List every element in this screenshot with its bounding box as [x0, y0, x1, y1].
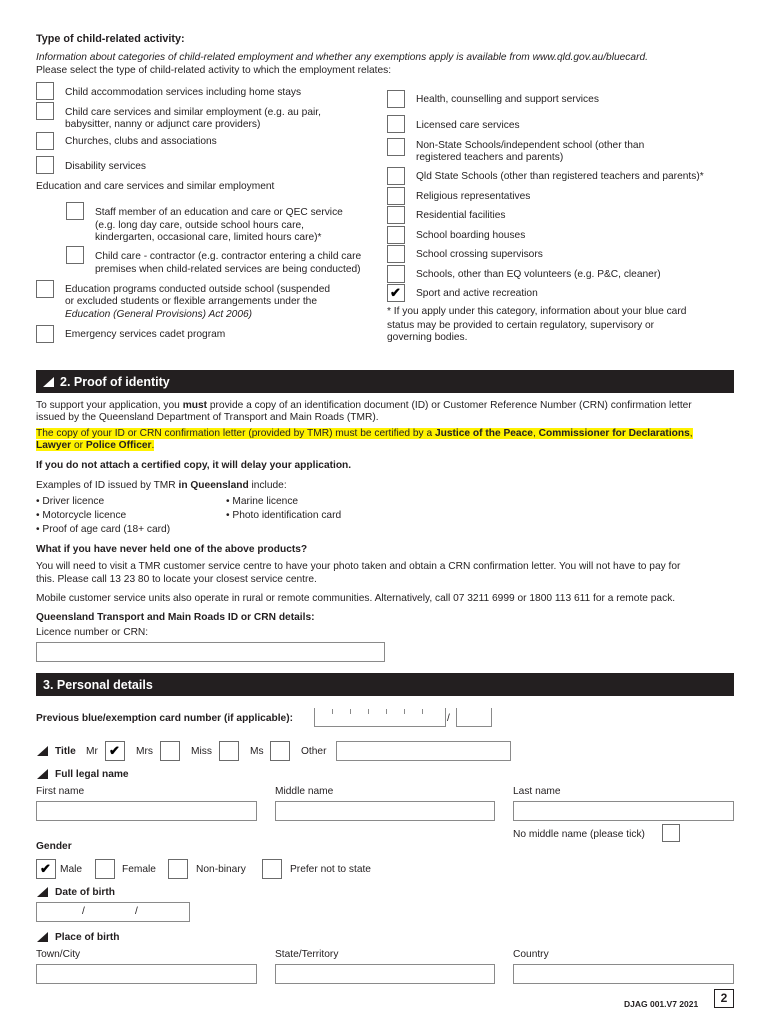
crn-details-heading: Queensland Transport and Main Roads ID or CRN details:	[36, 612, 315, 623]
sport-note-3: governing bodies.	[387, 332, 468, 343]
no-middle-name-label: No middle name (please tick)	[513, 829, 645, 840]
identity-examples: Examples of ID issued by TMR in Queensland include:	[36, 480, 287, 491]
label-child-care-2: babysitter, nanny or adjunct care providers)	[65, 119, 261, 130]
gender-female-checkbox[interactable]	[95, 859, 115, 879]
label-non-state-2: registered teachers and parents)	[416, 152, 564, 163]
label-edu-programs-3: Education (General Provisions) Act 2006)	[65, 309, 253, 320]
checkbox-edu-programs[interactable]	[36, 280, 54, 298]
sport-note-1: * If you apply under this category, information about your blue card	[387, 306, 687, 317]
identity-certified-note-1: The copy of your ID or CRN confirmation letter (provided by TMR) must be certified by a Justice of the Peace, Commissioner for Declarations,	[36, 428, 693, 439]
label-edu-staff-3: kindergarten, occasional care, limited hours care)*	[95, 232, 322, 243]
activity-heading: Type of child-related activity:	[36, 33, 185, 45]
checkbox-boarding[interactable]	[387, 226, 405, 244]
never-heading: What if you have never held one of the above products?	[36, 544, 308, 555]
tick-icon: ✔	[390, 285, 401, 300]
middle-name-input[interactable]	[275, 801, 495, 821]
label-contractor-2: premises when child-related services are being conducted)	[95, 264, 361, 275]
label-residential: Residential facilities	[416, 210, 506, 221]
prev-card-slash: /	[447, 713, 450, 724]
triangle-icon	[37, 887, 48, 897]
gender-non-binary-label: Non-binary	[196, 864, 246, 875]
identity-para-1b: issued by the Queensland Department of Transport and Main Roads (TMR).	[36, 412, 379, 423]
checkbox-child-care[interactable]	[36, 102, 54, 120]
label-licensed: Licensed care services	[416, 120, 520, 131]
label-disability: Disability services	[65, 161, 146, 172]
activity-info: Information about categories of child-related employment and whether any exemptions apply is available from www.qld.gov.au/bluecard.	[36, 52, 648, 63]
id-item-driver: • Driver licence	[36, 496, 104, 508]
label-schools-other: Schools, other than EQ volunteers (e.g. P&C, cleaner)	[416, 269, 661, 280]
label-education-group: Education and care services and similar employment	[36, 181, 275, 192]
triangle-icon	[37, 932, 48, 942]
mobile-units: Mobile customer service units also operate in rural or remote communities. Alternatively, call 07 3211 6999 or 1800 113 611 for a remote pack.	[36, 593, 676, 604]
section-title: 2. Proof of identity	[60, 375, 170, 389]
state-label: State/Territory	[275, 949, 339, 960]
town-input[interactable]	[36, 964, 257, 984]
id-item-motorcycle: • Motorcycle licence	[36, 510, 126, 522]
prev-card-label: Previous blue/exemption card number (if applicable):	[36, 713, 294, 724]
id-item-marine: • Marine licence	[226, 496, 298, 508]
triangle-icon	[37, 746, 48, 756]
checkbox-edu-staff[interactable]	[66, 202, 84, 220]
checkbox-churches[interactable]	[36, 132, 54, 150]
middle-name-label: Middle name	[275, 786, 334, 797]
checkbox-cadet[interactable]	[36, 325, 54, 343]
label-boarding: School boarding houses	[416, 230, 526, 241]
prev-card-suffix-input[interactable]	[456, 708, 492, 727]
last-name-input[interactable]	[513, 801, 734, 821]
gender-prefer-not-checkbox[interactable]	[262, 859, 282, 879]
id-item-proof-of-age: • Proof of age card (18+ card)	[36, 524, 170, 536]
activity-instruction: Please select the type of child-related activity to which the employment relates:	[36, 65, 392, 76]
town-label: Town/City	[36, 949, 81, 960]
gender-female-label: Female	[122, 864, 156, 875]
first-name-label: First name	[36, 786, 85, 797]
title-ms-label: Ms	[250, 746, 264, 757]
label-qld-state: Qld State Schools (other than registered teachers and parents)*	[416, 171, 704, 182]
label-home-stays: Child accommodation services including home stays	[65, 87, 302, 98]
checkbox-sport[interactable]	[387, 284, 405, 302]
label-sport: Sport and active recreation	[416, 288, 538, 299]
dob-separator: /	[82, 906, 85, 917]
label-health: Health, counselling and support services	[416, 94, 599, 105]
country-input[interactable]	[513, 964, 734, 984]
gender-prefer-not-label: Prefer not to state	[290, 864, 371, 875]
dob-separator: /	[135, 906, 138, 917]
label-crossing: School crossing supervisors	[416, 249, 543, 260]
checkbox-schools-other[interactable]	[387, 265, 405, 283]
label-contractor-1: Child care - contractor (e.g. contractor entering a child care	[95, 251, 362, 262]
gender-male-label: Male	[60, 864, 83, 875]
never-para-2: this. Please call 13 23 80 to locate your closest service centre.	[36, 574, 317, 585]
title-label: Title	[55, 746, 76, 757]
tick-icon: ✔	[40, 861, 51, 876]
tick-icon: ✔	[109, 743, 120, 758]
gender-label: Gender	[36, 841, 72, 852]
dob-input[interactable]	[36, 902, 190, 922]
label-religious: Religious representatives	[416, 191, 531, 202]
label-child-care-1: Child care services and similar employment (e.g. au pair,	[65, 107, 321, 118]
label-edu-staff-1: Staff member of an education and care or QEC service	[95, 207, 343, 218]
section-triangle-icon	[43, 377, 54, 387]
gender-male-checkbox[interactable]	[36, 859, 56, 879]
state-input[interactable]	[275, 964, 495, 984]
label-churches: Churches, clubs and associations	[65, 136, 217, 147]
last-name-label: Last name	[513, 786, 561, 797]
label-edu-programs-1: Education programs conducted outside school (suspended	[65, 284, 331, 295]
checkbox-residential[interactable]	[387, 206, 405, 224]
title-mr-checkbox[interactable]	[105, 741, 125, 761]
never-para-1: You will need to visit a TMR customer service centre to have your photo taken and obtain a CRN confirmation letter. You will not have to pay for	[36, 561, 681, 572]
title-mr-label: Mr	[86, 746, 98, 757]
checkbox-contractor[interactable]	[66, 246, 84, 264]
checkbox-disability[interactable]	[36, 156, 54, 174]
checkbox-qld-state[interactable]	[387, 167, 405, 185]
pob-label: Place of birth	[55, 932, 120, 943]
licence-number-input[interactable]	[36, 642, 385, 662]
label-non-state-1: Non-State Schools/independent school (other than	[416, 140, 645, 151]
country-label: Country	[513, 949, 549, 960]
checkbox-health[interactable]	[387, 90, 405, 108]
dob-label: Date of birth	[55, 887, 115, 898]
title-miss-label: Miss	[191, 746, 212, 757]
licence-label: Licence number or CRN:	[36, 627, 149, 638]
checkbox-religious[interactable]	[387, 187, 405, 205]
identity-para-1: To support your application, you must provide a copy of an identification document (ID) or Customer Reference Number (CRN) confirmation letter	[36, 400, 692, 411]
title-mrs-label: Mrs	[136, 746, 153, 757]
section-personal-details	[36, 673, 734, 696]
id-item-photo: • Photo identification card	[226, 510, 341, 522]
title-miss-checkbox[interactable]	[219, 741, 239, 761]
legal-name-label: Full legal name	[55, 769, 129, 780]
no-middle-name-checkbox[interactable]	[662, 824, 680, 842]
checkbox-home-stays[interactable]	[36, 82, 54, 100]
triangle-icon	[37, 769, 48, 779]
checkbox-crossing[interactable]	[387, 245, 405, 263]
form-code: DJAG 001.V7 2021	[624, 999, 699, 1009]
first-name-input[interactable]	[36, 801, 257, 821]
gender-non-binary-checkbox[interactable]	[168, 859, 188, 879]
section-title: 3. Personal details	[43, 678, 153, 692]
label-cadet: Emergency services cadet program	[65, 329, 226, 340]
checkbox-non-state[interactable]	[387, 138, 405, 156]
title-other-input[interactable]	[336, 741, 511, 761]
section-proof-of-identity	[36, 370, 734, 393]
title-ms-checkbox[interactable]	[270, 741, 290, 761]
checkbox-licensed[interactable]	[387, 115, 405, 133]
title-mrs-checkbox[interactable]	[160, 741, 180, 761]
prev-card-number-input[interactable]	[314, 708, 446, 727]
sport-note-2: status may be provided to certain regulatory, supervisory or	[387, 320, 655, 331]
label-edu-programs-2: or excluded students or flexible arrangements under the	[65, 296, 318, 307]
page-number: 2	[714, 989, 734, 1008]
identity-delay-warning: If you do not attach a certified copy, it will delay your application.	[36, 460, 352, 471]
identity-certified-note-2: Lawyer or Police Officer.	[36, 440, 155, 451]
label-edu-staff-2: (e.g. long day care, outside school hours care,	[95, 220, 304, 231]
title-other-label: Other	[301, 746, 327, 757]
